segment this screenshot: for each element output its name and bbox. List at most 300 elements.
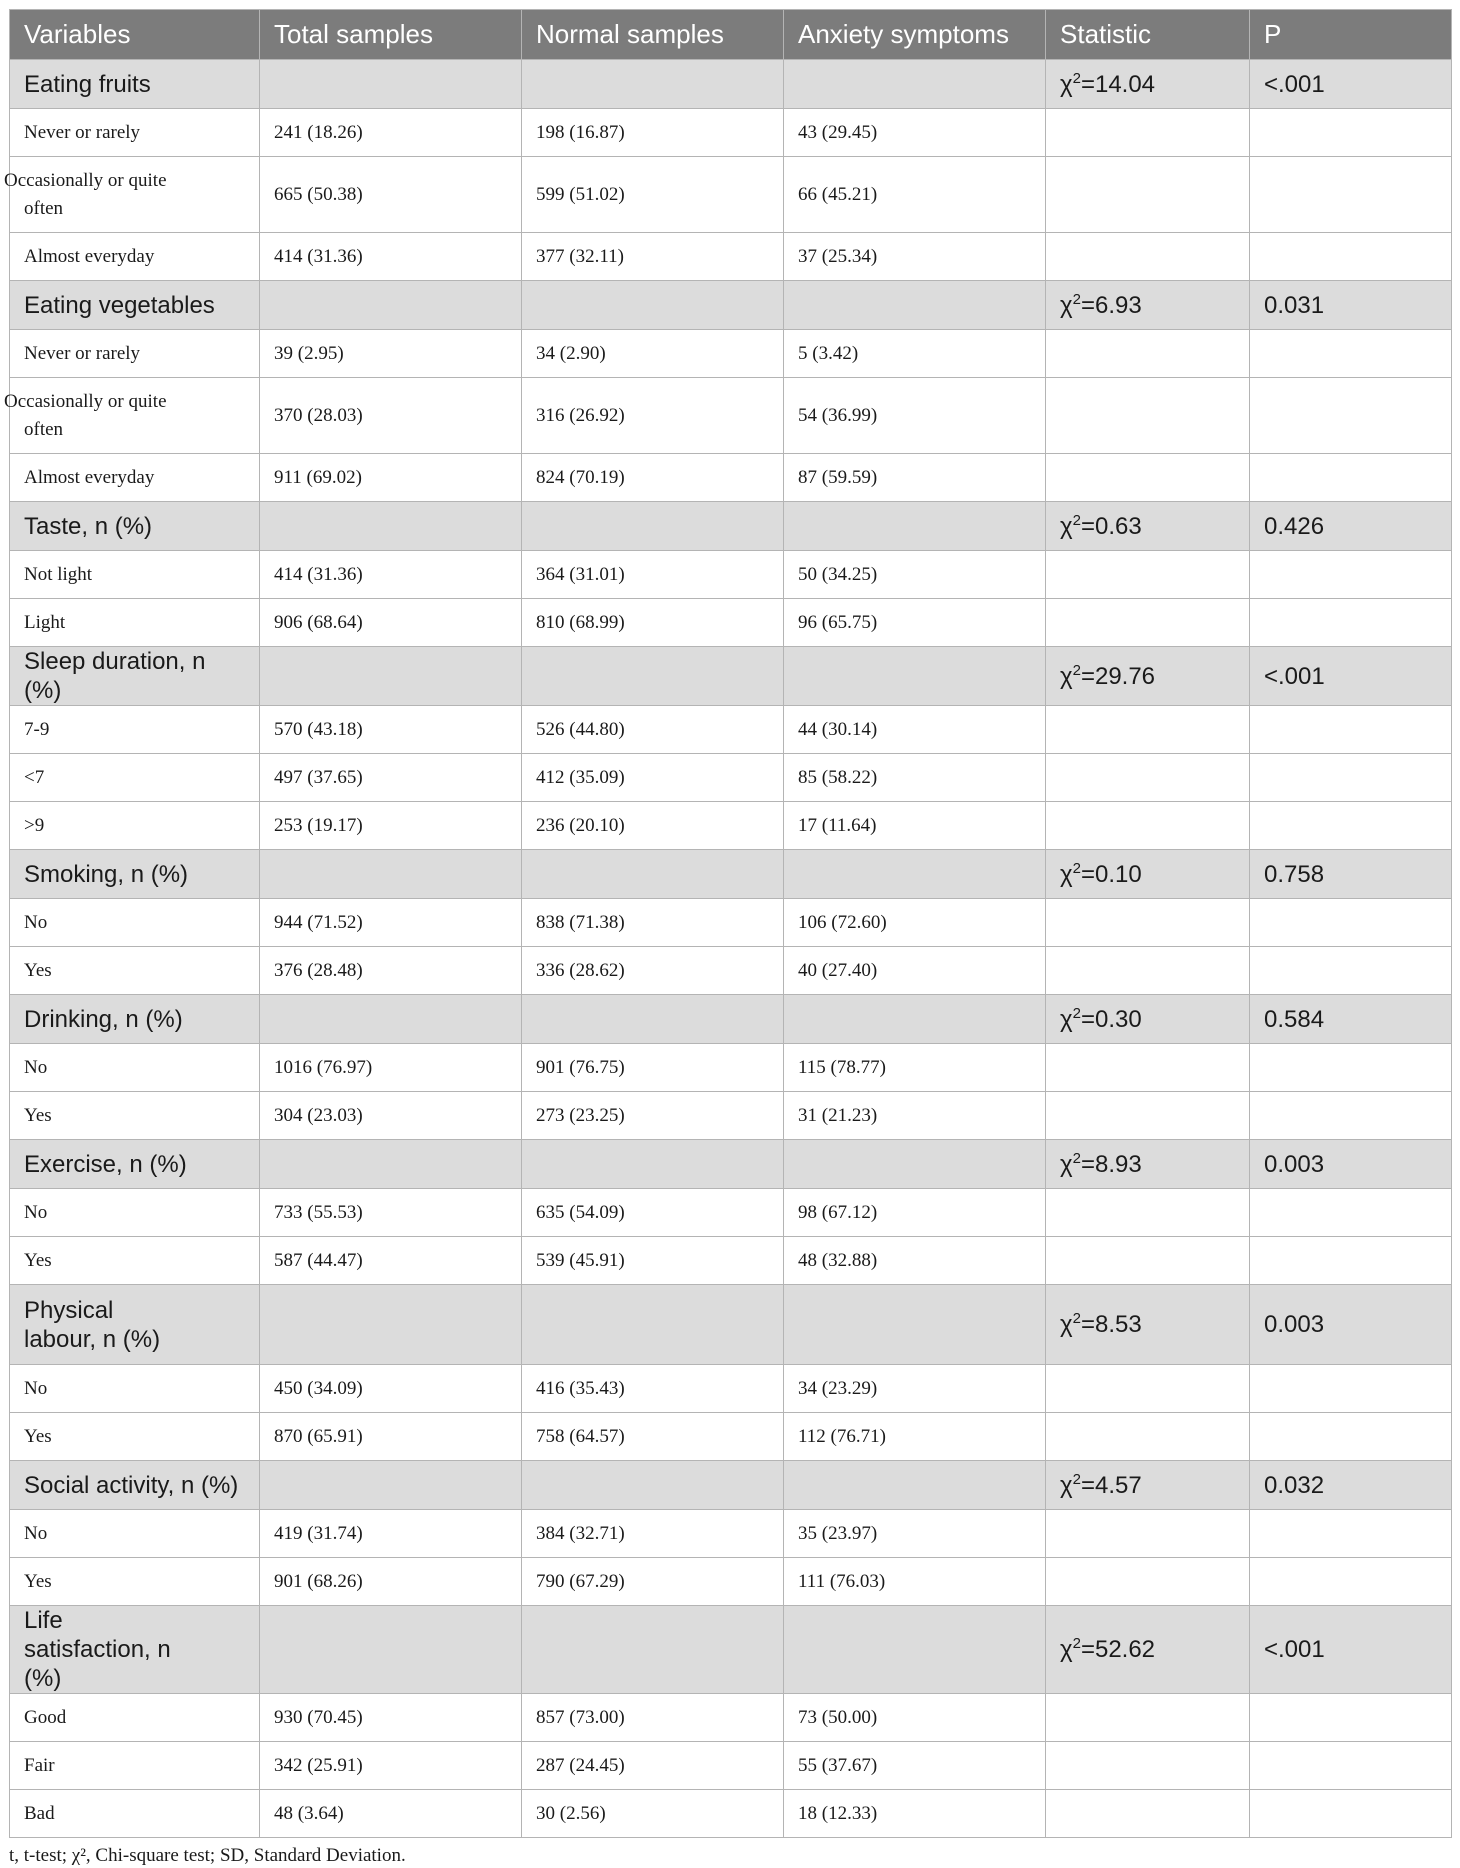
p-value: 0.426 xyxy=(1250,502,1452,551)
normal-samples-cell: 364 (31.01) xyxy=(522,551,784,599)
category-anxiety-empty xyxy=(784,60,1046,109)
anxiety-symptoms-cell: 18 (12.33) xyxy=(784,1790,1046,1838)
chi-symbol: χ xyxy=(1060,860,1073,888)
p-empty xyxy=(1250,1413,1452,1461)
chi-symbol: χ xyxy=(1060,291,1073,319)
anxiety-symptoms-cell: 55 (37.67) xyxy=(784,1742,1046,1790)
total-samples-cell: 497 (37.65) xyxy=(260,754,522,802)
p-empty xyxy=(1250,551,1452,599)
statistic-empty xyxy=(1046,599,1250,647)
normal-samples-cell: 236 (20.10) xyxy=(522,802,784,850)
statistic-number: =0.63 xyxy=(1080,512,1142,540)
p-empty xyxy=(1250,1189,1452,1237)
subcategory-label-text: No xyxy=(24,911,48,933)
total-samples-cell: 414 (31.36) xyxy=(260,551,522,599)
table-row xyxy=(10,454,1452,502)
p-empty xyxy=(1250,233,1452,281)
p-empty xyxy=(1250,802,1452,850)
subcategory-label xyxy=(10,1092,260,1140)
category-normal-empty xyxy=(522,647,784,706)
statistic-empty xyxy=(1046,330,1250,378)
category-row xyxy=(10,995,1452,1044)
p-empty xyxy=(1250,378,1452,454)
table-header xyxy=(10,10,1452,60)
category-label: Social activity, n (%) xyxy=(10,1461,260,1510)
statistic-empty xyxy=(1046,378,1250,454)
category-row xyxy=(10,1461,1452,1510)
total-samples-cell: 414 (31.36) xyxy=(260,233,522,281)
p-empty xyxy=(1250,754,1452,802)
table-row xyxy=(10,1558,1452,1606)
total-samples-cell: 587 (44.47) xyxy=(260,1237,522,1285)
p-empty xyxy=(1250,330,1452,378)
table-row xyxy=(10,1413,1452,1461)
header-normal-samples: Normal samples xyxy=(522,10,784,60)
anxiety-symptoms-cell: 85 (58.22) xyxy=(784,754,1046,802)
p-value: 0.584 xyxy=(1250,995,1452,1044)
category-total-empty xyxy=(260,647,522,706)
category-label-text: Life satisfaction, n (%) xyxy=(24,1607,171,1692)
subcategory-label-text: Fair xyxy=(24,1754,55,1776)
subcategory-label-text: Good xyxy=(24,1706,67,1728)
statistic-empty xyxy=(1046,1558,1250,1606)
p-empty xyxy=(1250,1092,1452,1140)
subcategory-label xyxy=(10,1510,260,1558)
header-total-samples: Total samples xyxy=(260,10,522,60)
statistic-number: =52.62 xyxy=(1080,1636,1156,1663)
subcategory-label-text: Almost everyday xyxy=(24,466,155,488)
total-samples-cell: 48 (3.64) xyxy=(260,1790,522,1838)
p-value: 0.003 xyxy=(1250,1140,1452,1189)
chi-superscript: 2 xyxy=(1072,290,1081,308)
category-normal-empty xyxy=(522,1285,784,1365)
p-empty xyxy=(1250,706,1452,754)
subcategory-label xyxy=(10,599,260,647)
document-page xyxy=(4,9,1451,1867)
category-anxiety-empty xyxy=(784,1140,1046,1189)
subcategory-label xyxy=(10,1413,260,1461)
statistic-value xyxy=(1046,1140,1250,1189)
subcategory-label xyxy=(10,233,260,281)
statistic-empty xyxy=(1046,1044,1250,1092)
table-row xyxy=(10,599,1452,647)
subcategory-label-text: No xyxy=(24,1056,48,1078)
chi-superscript: 2 xyxy=(1072,1149,1081,1167)
p-value: 0.003 xyxy=(1250,1285,1452,1365)
normal-samples-cell: 34 (2.90) xyxy=(522,330,784,378)
normal-samples-cell: 758 (64.57) xyxy=(522,1413,784,1461)
normal-samples-cell: 287 (24.45) xyxy=(522,1742,784,1790)
statistic-value xyxy=(1046,1285,1250,1365)
normal-samples-cell: 901 (76.75) xyxy=(522,1044,784,1092)
statistic-number: =29.76 xyxy=(1080,662,1156,690)
category-total-empty xyxy=(260,502,522,551)
normal-samples-cell: 526 (44.80) xyxy=(522,706,784,754)
normal-samples-cell: 824 (70.19) xyxy=(522,454,784,502)
table-row xyxy=(10,1694,1452,1742)
total-samples-cell: 930 (70.45) xyxy=(260,1694,522,1742)
total-samples-cell: 570 (43.18) xyxy=(260,706,522,754)
p-empty xyxy=(1250,157,1452,233)
total-samples-cell: 944 (71.52) xyxy=(260,899,522,947)
subcategory-label xyxy=(10,1790,260,1838)
category-label xyxy=(10,1606,260,1694)
table-row xyxy=(10,754,1452,802)
subcategory-label-text: No xyxy=(24,1377,48,1399)
table-row xyxy=(10,947,1452,995)
subcategory-label xyxy=(10,802,260,850)
subcategory-label xyxy=(10,947,260,995)
table-row xyxy=(10,1237,1452,1285)
category-label: Eating fruits xyxy=(10,60,260,109)
table-row xyxy=(10,109,1452,157)
total-samples-cell: 419 (31.74) xyxy=(260,1510,522,1558)
category-row xyxy=(10,281,1452,330)
subcategory-label-text: Almost everyday xyxy=(24,245,155,267)
subcategory-label-text: >9 xyxy=(24,814,45,836)
category-anxiety-empty xyxy=(784,647,1046,706)
p-value: 0.758 xyxy=(1250,850,1452,899)
statistic-value xyxy=(1046,647,1250,706)
subcategory-label-text: Never or rarely xyxy=(24,121,141,143)
statistic-empty xyxy=(1046,109,1250,157)
table-row xyxy=(10,1742,1452,1790)
p-empty xyxy=(1250,1742,1452,1790)
category-anxiety-empty xyxy=(784,1606,1046,1694)
category-normal-empty xyxy=(522,850,784,899)
subcategory-label-text: <7 xyxy=(24,766,45,788)
subcategory-label xyxy=(10,899,260,947)
statistic-number: =6.93 xyxy=(1080,291,1142,319)
statistic-empty xyxy=(1046,233,1250,281)
p-empty xyxy=(1250,109,1452,157)
category-anxiety-empty xyxy=(784,502,1046,551)
subcategory-label xyxy=(10,1694,260,1742)
total-samples-cell: 450 (34.09) xyxy=(260,1365,522,1413)
anxiety-symptoms-cell: 50 (34.25) xyxy=(784,551,1046,599)
p-value: <.001 xyxy=(1250,1606,1452,1694)
normal-samples-cell: 412 (35.09) xyxy=(522,754,784,802)
category-row xyxy=(10,850,1452,899)
statistic-empty xyxy=(1046,1237,1250,1285)
category-label: Taste, n (%) xyxy=(10,502,260,551)
statistic-value xyxy=(1046,995,1250,1044)
statistic-empty xyxy=(1046,551,1250,599)
p-empty xyxy=(1250,1790,1452,1838)
table-footnote: t, t-test; χ², Chi-square test; SD, Standard Deviation. xyxy=(9,1845,406,1866)
total-samples-cell: 733 (55.53) xyxy=(260,1189,522,1237)
statistic-empty xyxy=(1046,706,1250,754)
total-samples-cell: 39 (2.95) xyxy=(260,330,522,378)
p-empty xyxy=(1250,1365,1452,1413)
category-label: Smoking, n (%) xyxy=(10,850,260,899)
chi-superscript: 2 xyxy=(1072,1310,1081,1327)
subcategory-label-text: Yes xyxy=(24,1570,52,1592)
subcategory-label-text: No xyxy=(24,1201,48,1223)
table-row xyxy=(10,802,1452,850)
category-normal-empty xyxy=(522,502,784,551)
total-samples-cell: 376 (28.48) xyxy=(260,947,522,995)
anxiety-symptoms-cell: 106 (72.60) xyxy=(784,899,1046,947)
table-row xyxy=(10,330,1452,378)
subcategory-label xyxy=(10,1237,260,1285)
normal-samples-cell: 416 (35.43) xyxy=(522,1365,784,1413)
statistic-empty xyxy=(1046,1510,1250,1558)
category-total-empty xyxy=(260,1140,522,1189)
chi-superscript: 2 xyxy=(1072,511,1081,529)
statistic-empty xyxy=(1046,1742,1250,1790)
total-samples-cell: 304 (23.03) xyxy=(260,1092,522,1140)
statistic-value xyxy=(1046,60,1250,109)
statistic-empty xyxy=(1046,1189,1250,1237)
header-row xyxy=(10,10,1452,60)
anxiety-symptoms-cell: 44 (30.14) xyxy=(784,706,1046,754)
chi-symbol: χ xyxy=(1060,1150,1073,1178)
category-anxiety-empty xyxy=(784,1285,1046,1365)
statistic-number: =14.04 xyxy=(1080,70,1156,98)
anxiety-symptoms-cell: 48 (32.88) xyxy=(784,1237,1046,1285)
category-total-empty xyxy=(260,1606,522,1694)
subcategory-label xyxy=(10,1365,260,1413)
subcategory-label-text: Yes xyxy=(24,1104,52,1126)
chi-symbol: χ xyxy=(1060,1636,1073,1663)
statistic-empty xyxy=(1046,802,1250,850)
subcategory-label xyxy=(10,1189,260,1237)
category-label: Sleep duration, n (%) xyxy=(10,647,260,706)
subcategory-label xyxy=(10,1742,260,1790)
p-value: <.001 xyxy=(1250,60,1452,109)
p-empty xyxy=(1250,1558,1452,1606)
anxiety-symptoms-cell: 31 (21.23) xyxy=(784,1092,1046,1140)
normal-samples-cell: 316 (26.92) xyxy=(522,378,784,454)
subcategory-label-text: Yes xyxy=(24,1249,52,1271)
category-row xyxy=(10,1285,1452,1365)
subcategory-label-text: Yes xyxy=(24,1425,52,1447)
p-empty xyxy=(1250,1237,1452,1285)
chi-symbol: χ xyxy=(1060,70,1073,98)
subcategory-label-text: Yes xyxy=(24,959,52,981)
anxiety-symptoms-cell: 17 (11.64) xyxy=(784,802,1046,850)
statistic-empty xyxy=(1046,947,1250,995)
table-row xyxy=(10,1510,1452,1558)
statistic-empty xyxy=(1046,1365,1250,1413)
p-value: 0.032 xyxy=(1250,1461,1452,1510)
normal-samples-cell: 810 (68.99) xyxy=(522,599,784,647)
statistic-value xyxy=(1046,850,1250,899)
subcategory-label-text: 7-9 xyxy=(24,718,50,740)
anxiety-symptoms-cell: 5 (3.42) xyxy=(784,330,1046,378)
table-row xyxy=(10,1092,1452,1140)
anxiety-symptoms-cell: 98 (67.12) xyxy=(784,1189,1046,1237)
chi-superscript: 2 xyxy=(1072,1470,1081,1488)
category-row xyxy=(10,647,1452,706)
total-samples-cell: 370 (28.03) xyxy=(260,378,522,454)
statistic-value xyxy=(1046,502,1250,551)
subcategory-label xyxy=(10,706,260,754)
normal-samples-cell: 857 (73.00) xyxy=(522,1694,784,1742)
header-statistic: Statistic xyxy=(1046,10,1250,60)
anxiety-symptoms-cell: 40 (27.40) xyxy=(784,947,1046,995)
chi-symbol: χ xyxy=(1060,1005,1073,1033)
anxiety-symptoms-cell: 112 (76.71) xyxy=(784,1413,1046,1461)
normal-samples-cell: 838 (71.38) xyxy=(522,899,784,947)
anxiety-symptoms-cell: 73 (50.00) xyxy=(784,1694,1046,1742)
statistic-number: =0.10 xyxy=(1080,860,1142,888)
chi-symbol: χ xyxy=(1060,512,1073,540)
p-empty xyxy=(1250,454,1452,502)
p-empty xyxy=(1250,1044,1452,1092)
statistic-number: =4.57 xyxy=(1080,1471,1142,1499)
anxiety-symptoms-cell: 87 (59.59) xyxy=(784,454,1046,502)
statistic-number: =0.30 xyxy=(1080,1005,1142,1033)
category-total-empty xyxy=(260,60,522,109)
chi-superscript: 2 xyxy=(1072,661,1081,679)
subcategory-label xyxy=(4,157,260,233)
category-label: Eating vegetables xyxy=(10,281,260,330)
chi-symbol: χ xyxy=(1060,1471,1073,1499)
category-row xyxy=(10,60,1452,109)
p-empty xyxy=(1250,1510,1452,1558)
chi-superscript: 2 xyxy=(1072,1004,1081,1022)
category-normal-empty xyxy=(522,1461,784,1510)
normal-samples-cell: 30 (2.56) xyxy=(522,1790,784,1838)
table-body xyxy=(4,60,1452,1838)
table-row xyxy=(10,899,1452,947)
table-row xyxy=(10,1044,1452,1092)
table-row xyxy=(10,1365,1452,1413)
statistic-empty xyxy=(1046,899,1250,947)
subcategory-label-text: No xyxy=(24,1522,48,1544)
category-anxiety-empty xyxy=(784,995,1046,1044)
header-p: P xyxy=(1250,10,1452,60)
subcategory-label xyxy=(4,378,260,454)
p-empty xyxy=(1250,899,1452,947)
chi-superscript: 2 xyxy=(1072,1635,1081,1652)
normal-samples-cell: 273 (23.25) xyxy=(522,1092,784,1140)
total-samples-cell: 870 (65.91) xyxy=(260,1413,522,1461)
category-normal-empty xyxy=(522,995,784,1044)
subcategory-label-text: Bad xyxy=(24,1802,55,1824)
subcategory-label-text: Never or rarely xyxy=(24,342,141,364)
normal-samples-cell: 539 (45.91) xyxy=(522,1237,784,1285)
normal-samples-cell: 790 (67.29) xyxy=(522,1558,784,1606)
category-anxiety-empty xyxy=(784,281,1046,330)
total-samples-cell: 911 (69.02) xyxy=(260,454,522,502)
anxiety-symptoms-cell: 96 (65.75) xyxy=(784,599,1046,647)
normal-samples-cell: 635 (54.09) xyxy=(522,1189,784,1237)
subcategory-label xyxy=(10,109,260,157)
category-total-empty xyxy=(260,1461,522,1510)
statistic-number: =8.93 xyxy=(1080,1150,1142,1178)
statistic-value xyxy=(1046,281,1250,330)
normal-samples-cell: 336 (28.62) xyxy=(522,947,784,995)
total-samples-cell: 342 (25.91) xyxy=(260,1742,522,1790)
category-total-empty xyxy=(260,1285,522,1365)
total-samples-cell: 901 (68.26) xyxy=(260,1558,522,1606)
subcategory-label xyxy=(10,1044,260,1092)
table-row xyxy=(10,157,1452,233)
chi-superscript: 2 xyxy=(1072,859,1081,877)
anxiety-symptoms-cell: 35 (23.97) xyxy=(784,1510,1046,1558)
chi-superscript: 2 xyxy=(1072,69,1081,87)
statistic-empty xyxy=(1046,1092,1250,1140)
table-row xyxy=(10,706,1452,754)
category-row xyxy=(10,1140,1452,1189)
normal-samples-cell: 198 (16.87) xyxy=(522,109,784,157)
category-label: Drinking, n (%) xyxy=(10,995,260,1044)
subcategory-label-text: Not light xyxy=(24,563,93,585)
anxiety-symptoms-cell: 66 (45.21) xyxy=(784,157,1046,233)
category-total-empty xyxy=(260,281,522,330)
table-row xyxy=(10,1790,1452,1838)
anxiety-symptoms-cell: 34 (23.29) xyxy=(784,1365,1046,1413)
category-anxiety-empty xyxy=(784,1461,1046,1510)
statistic-empty xyxy=(1046,157,1250,233)
table-row xyxy=(10,551,1452,599)
subcategory-label xyxy=(10,454,260,502)
table-row xyxy=(10,1189,1452,1237)
anxiety-symptoms-cell: 115 (78.77) xyxy=(784,1044,1046,1092)
normal-samples-cell: 384 (32.71) xyxy=(522,1510,784,1558)
chi-symbol: χ xyxy=(1060,1311,1073,1338)
p-value: <.001 xyxy=(1250,647,1452,706)
statistic-value xyxy=(1046,1606,1250,1694)
category-total-empty xyxy=(260,995,522,1044)
category-normal-empty xyxy=(522,1606,784,1694)
total-samples-cell: 906 (68.64) xyxy=(260,599,522,647)
subcategory-label xyxy=(10,551,260,599)
subcategory-label-text: Occasionally or quite often xyxy=(4,390,167,440)
category-normal-empty xyxy=(522,1140,784,1189)
total-samples-cell: 665 (50.38) xyxy=(260,157,522,233)
subcategory-label-text: Occasionally or quite often xyxy=(4,169,167,219)
statistic-number: =8.53 xyxy=(1080,1311,1142,1338)
total-samples-cell: 241 (18.26) xyxy=(260,109,522,157)
anxiety-symptoms-cell: 37 (25.34) xyxy=(784,233,1046,281)
header-anxiety-symptoms: Anxiety symptoms xyxy=(784,10,1046,60)
statistic-empty xyxy=(1046,1694,1250,1742)
statistic-empty xyxy=(1046,754,1250,802)
p-empty xyxy=(1250,947,1452,995)
normal-samples-cell: 599 (51.02) xyxy=(522,157,784,233)
anxiety-symptoms-cell: 111 (76.03) xyxy=(784,1558,1046,1606)
category-label xyxy=(10,1285,260,1365)
subcategory-label xyxy=(10,330,260,378)
chi-symbol: χ xyxy=(1060,662,1073,690)
table-row xyxy=(10,378,1452,454)
category-normal-empty xyxy=(522,60,784,109)
category-label-text: Physical labour, n (%) xyxy=(24,1296,161,1353)
anxiety-symptoms-cell: 43 (29.45) xyxy=(784,109,1046,157)
results-table xyxy=(4,9,1452,1838)
category-row xyxy=(10,502,1452,551)
category-label: Exercise, n (%) xyxy=(10,1140,260,1189)
p-empty xyxy=(1250,1694,1452,1742)
category-anxiety-empty xyxy=(784,850,1046,899)
subcategory-label-text: Light xyxy=(24,611,66,633)
p-value: 0.031 xyxy=(1250,281,1452,330)
total-samples-cell: 1016 (76.97) xyxy=(260,1044,522,1092)
total-samples-cell: 253 (19.17) xyxy=(260,802,522,850)
statistic-empty xyxy=(1046,1413,1250,1461)
table-row xyxy=(10,233,1452,281)
statistic-empty xyxy=(1046,1790,1250,1838)
subcategory-label xyxy=(10,1558,260,1606)
category-normal-empty xyxy=(522,281,784,330)
category-row xyxy=(10,1606,1452,1694)
normal-samples-cell: 377 (32.11) xyxy=(522,233,784,281)
anxiety-symptoms-cell: 54 (36.99) xyxy=(784,378,1046,454)
